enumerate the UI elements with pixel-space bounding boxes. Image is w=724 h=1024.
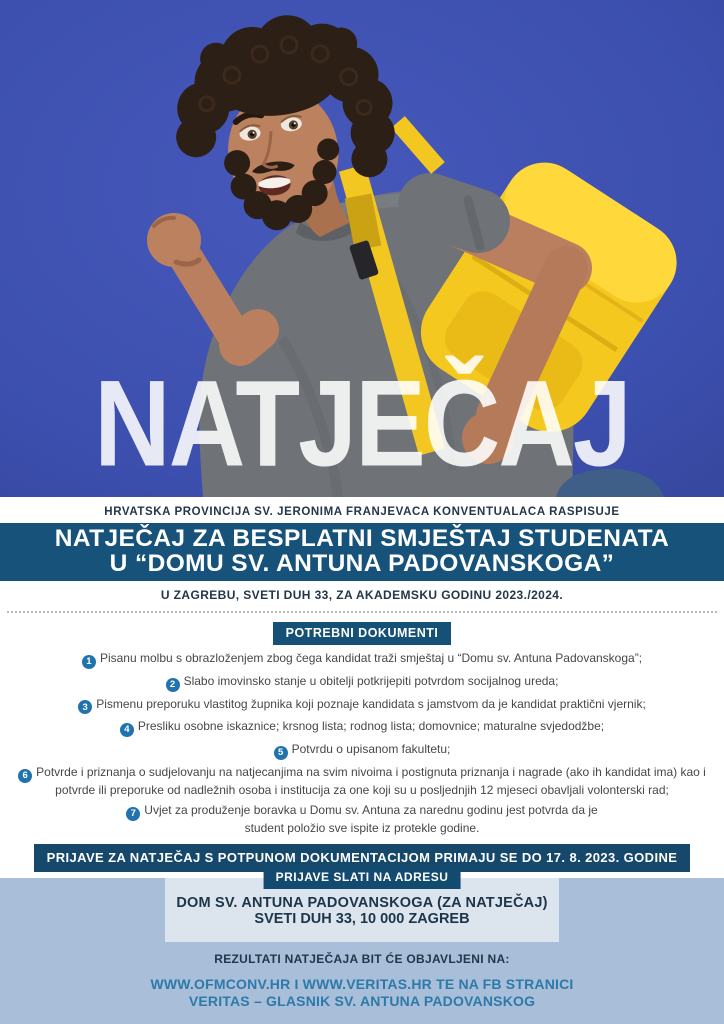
item-number-badge: 2 bbox=[166, 678, 180, 692]
hero-photo-section bbox=[0, 0, 724, 497]
hero-big-title: NATJEČAJ bbox=[94, 355, 630, 492]
results-link-line2: VERITAS – GLASNIK SV. ANTUNA PADOVANSKOG bbox=[188, 993, 536, 1009]
item-text: Pisanu molbu s obrazloženjem zbog čega kandidat traži smještaj u “Domu sv. Antuna Padovanskoga”; bbox=[99, 651, 643, 665]
documents-list bbox=[12, 651, 712, 836]
results-links bbox=[0, 976, 724, 1010]
results-link-line1: WWW.OFMCONV.HR I WWW.VERITAS.HR TE NA FB STRANICI bbox=[150, 976, 574, 992]
results-heading: REZULTATI NATJEČAJA BIT ĆE OBJAVLJENI NA: bbox=[214, 952, 510, 966]
address-line2: SVETI DUH 33, 10 000 ZAGREB bbox=[254, 911, 470, 927]
document-item bbox=[12, 697, 712, 715]
address-line1: DOM SV. ANTUNA PADOVANSKOGA (ZA NATJEČAJ) bbox=[176, 895, 548, 911]
item-text: Potvrde i priznanja o sudjelovanju na natjecanjima na svim nivoima i postignuta priznanja i nagrade (ako ih kandidat ima) kao i potvrde ili preporuke od nadležnih osoba i institucija za one koji su u posljednjih 12 mjeseci obavljali volonterski rad; bbox=[36, 764, 706, 797]
raised-fist bbox=[147, 213, 201, 267]
main-title-line2: U “DOMU SV. ANTUNA PADOVANSKOGA” bbox=[109, 550, 615, 577]
deadline-banner: PRIJAVE ZA NATJEČAJ S POTPUNOM DOKUMENTACIJOM PRIMAJU SE DO 17. 8. 2023. GODINE bbox=[34, 844, 691, 872]
document-item bbox=[110, 803, 615, 836]
footer-section bbox=[0, 870, 724, 1024]
main-title-banner bbox=[0, 523, 724, 581]
organization-preheading: HRVATSKA PROVINCIJA SV. JERONIMA FRANJEVACA KONVENTUALACA RASPISUJE bbox=[104, 506, 620, 518]
item-number-badge: 3 bbox=[78, 700, 92, 714]
documents-section bbox=[0, 613, 724, 872]
item-number-badge: 1 bbox=[82, 655, 96, 669]
document-item bbox=[12, 765, 712, 798]
main-title-line1: NATJEČAJ ZA BESPLATNI SMJEŠTAJ STUDENATA bbox=[54, 525, 670, 552]
required-documents-badge: POTREBNI DOKUMENTI bbox=[273, 622, 452, 645]
item-text: Presliku osobne iskaznice; krsnog lista; rodnog lista; domovnice; maturalne svjedodžbe; bbox=[137, 719, 605, 734]
item-text: Pismenu preporuku vlastitog župnika koji poznaje kandidata s jamstvom da je kandidat praktični vjernik; bbox=[96, 696, 646, 711]
document-item bbox=[12, 674, 712, 692]
item-text: Potvrdu o upisanom fakultetu; bbox=[291, 742, 451, 756]
item-text: Uvjet za produženje boravka u Domu sv. Antuna za narednu godinu jest potvrda da je student položio sve ispite iz protekle godine. bbox=[144, 803, 598, 835]
item-number-badge: 7 bbox=[126, 807, 140, 821]
location-subheading: U ZAGREBU, SVETI DUH 33, ZA AKADEMSKU GODINU 2023./2024. bbox=[160, 588, 564, 602]
item-text: Slabo imovinsko stanje u obitelji potkrijepiti potvrdom socijalnog ureda; bbox=[183, 673, 559, 688]
document-item bbox=[12, 719, 712, 737]
address-card bbox=[165, 870, 559, 942]
item-number-badge: 5 bbox=[274, 746, 288, 760]
send-applications-badge: PRIJAVE SLATI NA ADRESU bbox=[264, 866, 461, 889]
item-number-badge: 4 bbox=[120, 723, 134, 737]
document-item bbox=[12, 742, 712, 760]
document-item bbox=[12, 651, 712, 669]
item-number-badge: 6 bbox=[18, 769, 32, 783]
